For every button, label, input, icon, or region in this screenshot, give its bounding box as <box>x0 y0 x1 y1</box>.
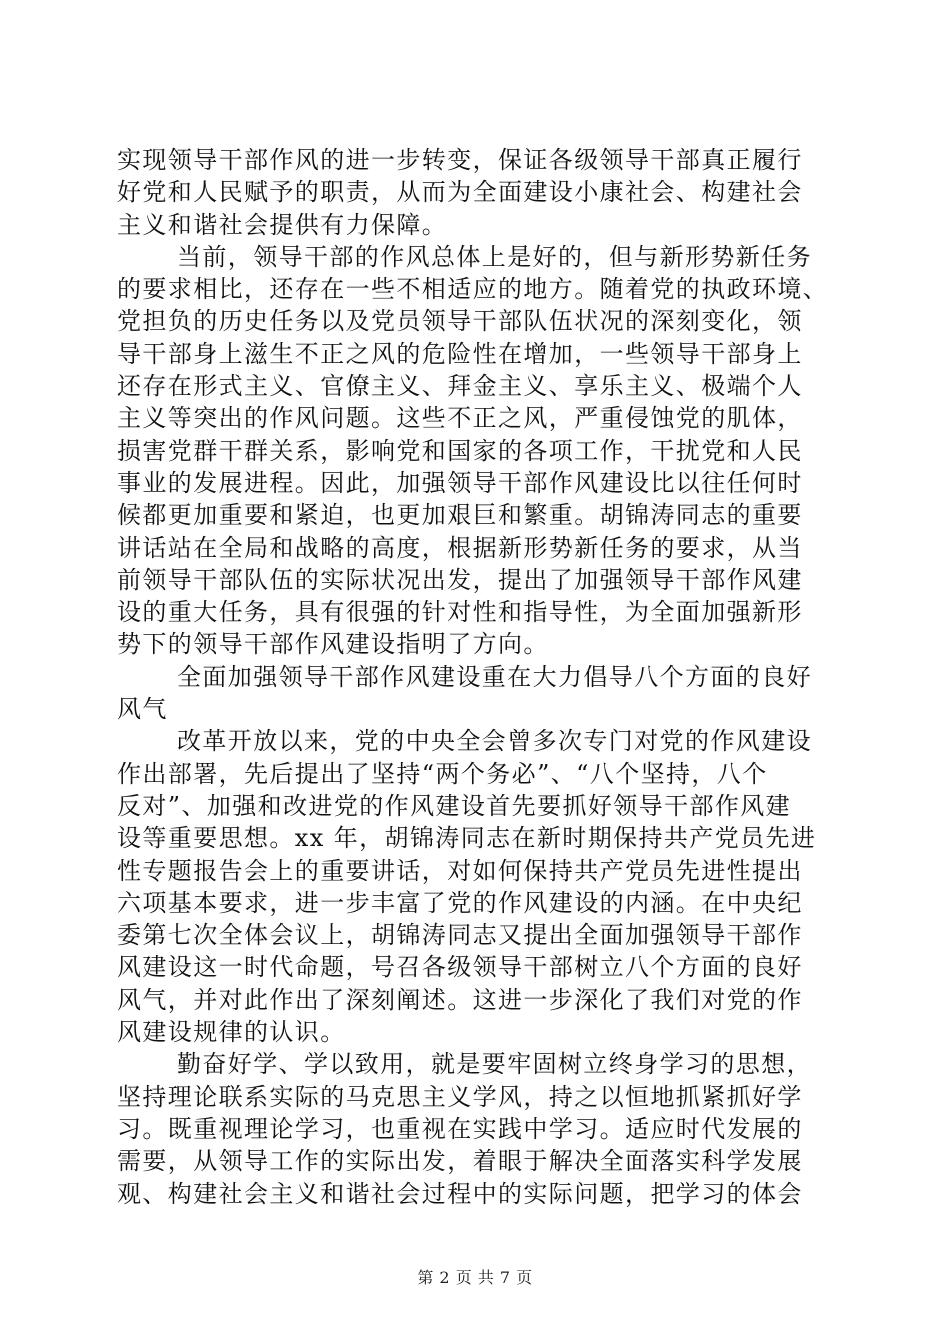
body-text <box>117 144 837 1210</box>
text-line: 的要求相比，还存在一些不相适应的地方。随着党的执政环境、 <box>117 275 829 304</box>
text-line: 需要，从领导工作的实际出发，着眼于解决全面落实科学发展 <box>117 1147 803 1176</box>
text-line: 主义和谐社会提供有力保障。 <box>117 210 448 239</box>
text-line: 还存在形式主义、官僚主义、拜金主义、享乐主义、极端个人 <box>117 372 803 401</box>
text-line: 设的重大任务，具有很强的针对性和指导性，为全面加强新形 <box>117 598 803 627</box>
text-line: 性专题报告会上的重要讲话，对如何保持共产党员先进性提出 <box>117 856 803 885</box>
page-footer: 第 2 页 共 7 页 <box>417 1268 533 1287</box>
text-line: 观、构建社会主义和谐社会过程中的实际问题，把学习的体会 <box>117 1179 803 1208</box>
text-line: 设等重要思想。xx 年，胡锦涛同志在新时期保持共产党员先进 <box>117 824 817 853</box>
text-line: 全面加强领导干部作风建设重在大力倡导八个方面的良好 <box>177 662 812 691</box>
text-line: 作出部署，先后提出了坚持“两个务必”、“八个坚持，八个 <box>117 759 768 788</box>
text-line: 习。既重视理论学习，也重视在实践中学习。适应时代发展的 <box>117 1114 803 1143</box>
text-line: 风气，并对此作出了深刻阐述。这进一步深化了我们对党的作 <box>117 985 803 1014</box>
text-line: 当前，领导干部的作风总体上是好的，但与新形势新任务 <box>177 242 812 271</box>
text-line: 事业的发展进程。因此，加强领导干部作风建设比以往任何时 <box>117 468 803 497</box>
text-line: 党担负的历史任务以及党员领导干部队伍状况的深刻变化，领 <box>117 307 803 336</box>
text-line: 前领导干部队伍的实际状况出发，提出了加强领导干部作风建 <box>117 565 803 594</box>
text-line: 势下的领导干部作风建设指明了方向。 <box>117 630 549 659</box>
text-line: 风气 <box>117 695 168 724</box>
text-line: 损害党群干群关系，影响党和国家的各项工作，干扰党和人民 <box>117 436 803 465</box>
text-line: 委第七次全体会议上，胡锦涛同志又提出全面加强领导干部作 <box>117 921 803 950</box>
text-line: 主义等突出的作风问题。这些不正之风，严重侵蚀党的肌体， <box>117 404 803 433</box>
text-line: 改革开放以来，党的中央全会曾多次专门对党的作风建设 <box>177 727 812 756</box>
text-line: 候都更加重要和紧迫，也更加艰巨和繁重。胡锦涛同志的重要 <box>117 501 803 530</box>
text-line: 六项基本要求，进一步丰富了党的作风建设的内涵。在中央纪 <box>117 888 803 917</box>
text-line: 风建设这一时代命题，号召各级领导干部树立八个方面的良好 <box>117 953 803 982</box>
text-line: 好党和人民赋予的职责，从而为全面建设小康社会、构建社会 <box>117 178 803 207</box>
text-line: 勤奋好学、学以致用，就是要牢固树立终身学习的思想， <box>177 1050 812 1079</box>
text-line: 坚持理论联系实际的马克思主义学风，持之以恒地抓紧抓好学 <box>117 1082 803 1111</box>
text-line: 导干部身上滋生不正之风的危险性在增加，一些领导干部身上 <box>117 339 803 368</box>
text-line: 反对”、加强和改进党的作风建设首先要抓好领导干部作风建 <box>117 791 792 820</box>
text-line: 实现领导干部作风的进一步转变，保证各级领导干部真正履行 <box>117 146 803 174</box>
text-line: 风建设规律的认识。 <box>117 1018 346 1047</box>
text-line: 讲话站在全局和战略的高度，根据新形势新任务的要求，从当 <box>117 533 803 562</box>
